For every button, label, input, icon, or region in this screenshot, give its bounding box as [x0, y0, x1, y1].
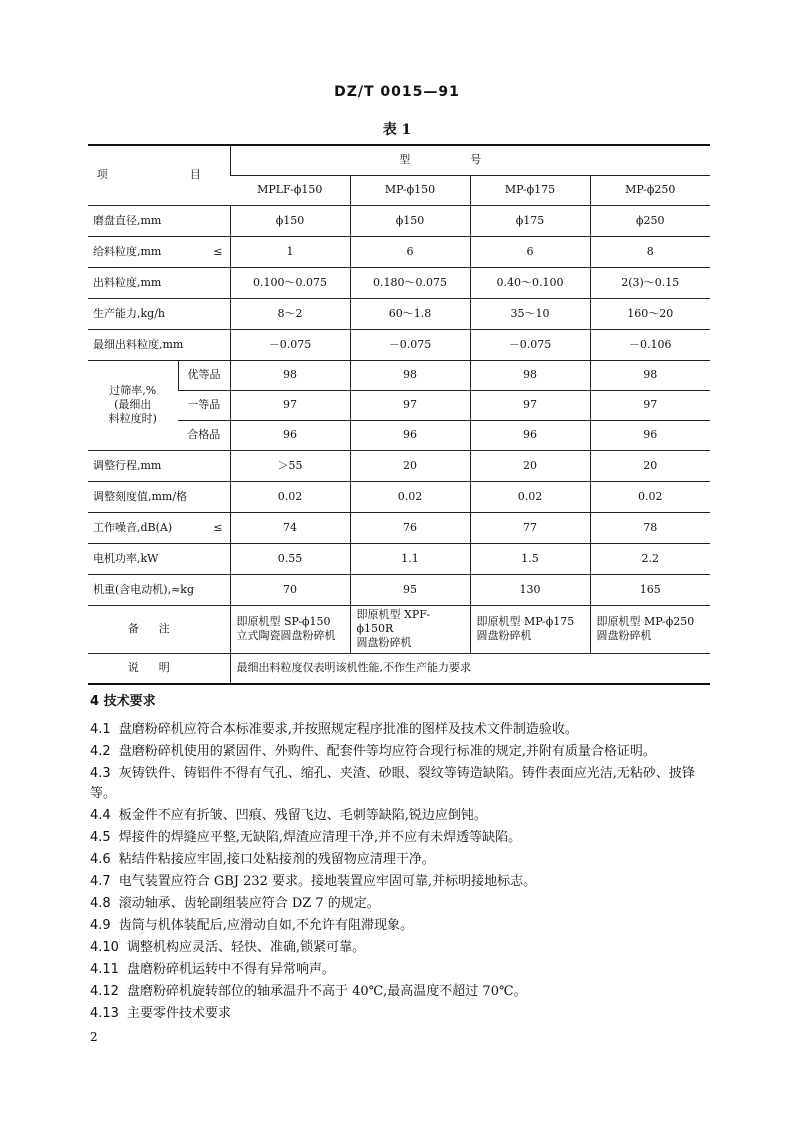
remark-cell: [590, 605, 710, 653]
clause-item: [90, 982, 710, 1002]
remark-line: 圆盘粉碎机: [596, 629, 652, 642]
clause-text: 灰铸铁件、铸铝件不得有气孔、缩孔、夹渣、砂眼、裂纹等铸造缺陷。铸件表面应光洁,无粘砂、披锋等。: [90, 766, 695, 801]
grade-label: 合格品: [178, 420, 230, 450]
table-row: [88, 420, 710, 450]
value-cell: 70: [230, 574, 350, 605]
remark-cell: [470, 605, 590, 653]
row-label: [88, 512, 230, 543]
value-cell: ϕ175: [470, 205, 590, 236]
value-cell: ＞55: [230, 450, 350, 481]
row-label: 调整刻度值,mm/格: [88, 481, 230, 512]
remark-line: 即原机型 MP-ϕ175: [476, 615, 575, 629]
model-cell: MP-ϕ150: [350, 175, 470, 205]
clause-item: [90, 742, 710, 762]
model-cell: MP-ϕ175: [470, 175, 590, 205]
value-cell: 160～20: [590, 298, 710, 329]
value-cell: 20: [470, 450, 590, 481]
table-row: [88, 329, 710, 360]
table-row: [88, 360, 710, 390]
value-cell: 0.55: [230, 543, 350, 574]
value-cell: 0.100～0.075: [230, 267, 350, 298]
clause-text: 调整机构应灵活、轻快、准确,锁紧可靠。: [126, 939, 366, 955]
table-row: [88, 267, 710, 298]
value-cell: 2(3)～0.15: [590, 267, 710, 298]
screening-label: [88, 360, 178, 450]
value-cell: 0.40～0.100: [470, 267, 590, 298]
row-label: 生产能力,kg/h: [88, 298, 230, 329]
row-label-text: 工作噪音,dB(A): [93, 520, 173, 534]
clause-text: 焊接件的焊缝应平整,无缺陷,焊渣应清理干净,并不应有未焊透等缺陷。: [118, 829, 522, 845]
clause-number: 4.6: [90, 851, 111, 867]
value-cell: 0.02: [230, 481, 350, 512]
remark-line: 圆盘粉碎机: [356, 635, 412, 649]
value-cell: 77: [470, 512, 590, 543]
table-row: [88, 481, 710, 512]
table-row: [88, 450, 710, 481]
value-cell: 97: [350, 390, 470, 420]
table-header-row: [88, 145, 710, 175]
clause-number: 4.4: [90, 807, 111, 823]
value-cell: ϕ150: [350, 205, 470, 236]
table-title: 表 1: [382, 122, 412, 138]
clause-item: [90, 1004, 710, 1024]
grade-label: 一等品: [178, 390, 230, 420]
screening-label-line: (最细出: [114, 398, 152, 412]
clause-text: 盘磨粉碎机旋转部位的轴承温升不高于 40℃,最高温度不超过 70℃。: [126, 983, 527, 999]
value-cell: ϕ150: [230, 205, 350, 236]
clause-item: [90, 938, 710, 958]
clause-number: 4.11: [90, 961, 119, 977]
clause-text: 盘磨粉碎机运转中不得有异常响声。: [126, 961, 335, 977]
value-cell: 97: [590, 390, 710, 420]
clause-item: [90, 828, 710, 848]
screening-label-line: 过筛率,%: [109, 384, 157, 398]
explanation-label: 说明: [88, 653, 230, 684]
clause-number: 4.12: [90, 983, 119, 999]
clause-number: 4.7: [90, 873, 111, 889]
value-cell: 8～2: [230, 298, 350, 329]
type-header: 型号: [230, 145, 710, 175]
clause-text: 齿筒与机体装配后,应滑动自如,不允许有阻滞现象。: [118, 917, 413, 933]
value-cell: 78: [590, 512, 710, 543]
value-cell: 74: [230, 512, 350, 543]
value-cell: 130: [470, 574, 590, 605]
table-row: [88, 512, 710, 543]
remark-line: 圆盘粉碎机: [476, 629, 532, 642]
grade-label: 优等品: [178, 360, 230, 390]
remarks-label: 备注: [88, 605, 230, 653]
table-row: [88, 390, 710, 420]
clause-text: 电气装置应符合 GBJ 232 要求。接地装置应牢固可靠,并标明接地标志。: [118, 873, 537, 889]
le-symbol: ≤: [213, 244, 223, 258]
clause-item: [90, 720, 710, 740]
value-cell: －0.075: [350, 329, 470, 360]
model-cell: MPLF-ϕ150: [230, 175, 350, 205]
section-heading: [90, 692, 710, 712]
value-cell: 0.02: [470, 481, 590, 512]
model-cell: MP-ϕ250: [590, 175, 710, 205]
row-label: 出料粒度,mm: [88, 267, 230, 298]
value-cell: 96: [590, 420, 710, 450]
value-cell: 0.180～0.075: [350, 267, 470, 298]
table-row: [88, 543, 710, 574]
clause-number: 4.8: [90, 895, 111, 911]
clause-text: 主要零件技术要求: [126, 1005, 231, 1021]
value-cell: 6: [470, 236, 590, 267]
remark-line: 即原机型 SP-ϕ150: [236, 615, 331, 629]
section-clauses: [90, 720, 710, 1026]
value-cell: 97: [470, 390, 590, 420]
value-cell: 20: [590, 450, 710, 481]
explanation-text: 最细出料粒度仅表明该机性能,不作生产能力要求: [230, 653, 710, 684]
table-row: [88, 205, 710, 236]
value-cell: 1: [230, 236, 350, 267]
value-cell: 98: [230, 360, 350, 390]
value-cell: 98: [470, 360, 590, 390]
le-symbol: ≤: [213, 520, 223, 534]
remark-line: 即原机型 XPF-ϕ150R: [356, 608, 431, 636]
table-row: [88, 574, 710, 605]
clause-item: [90, 850, 710, 870]
clause-text: 盘磨粉碎机使用的紧固件、外购件、配套件等均应符合现行标准的规定,并附有质量合格证明。: [118, 744, 656, 759]
row-label: 电机功率,kW: [88, 543, 230, 574]
value-cell: 165: [590, 574, 710, 605]
clause-number: 4.13: [90, 1005, 119, 1021]
value-cell: －0.075: [230, 329, 350, 360]
clause-item: [90, 894, 710, 914]
value-cell: 76: [350, 512, 470, 543]
clause-number: 4.3: [90, 766, 111, 781]
value-cell: －0.075: [470, 329, 590, 360]
row-label: 最细出料粒度,mm: [88, 329, 230, 360]
standard-code: DZ/T 0015—91: [334, 84, 460, 100]
value-cell: 60～1.8: [350, 298, 470, 329]
item-header: 项 目: [88, 145, 230, 205]
clause-text: 板金件不应有折皱、凹痕、残留飞边、毛刺等缺陷,锐边应倒钝。: [118, 807, 487, 823]
remark-cell: [230, 605, 350, 653]
value-cell: 0.02: [350, 481, 470, 512]
clause-text: 滚动轴承、齿轮副组装应符合 DZ 7 的规定。: [118, 895, 380, 911]
value-cell: 98: [590, 360, 710, 390]
value-cell: 96: [350, 420, 470, 450]
table-row: [88, 653, 710, 684]
value-cell: 8: [590, 236, 710, 267]
value-cell: 96: [230, 420, 350, 450]
clause-number: 4.5: [90, 829, 111, 845]
clause-item: [90, 806, 710, 826]
clause-item: [90, 872, 710, 892]
value-cell: 2.2: [590, 543, 710, 574]
value-cell: 1.1: [350, 543, 470, 574]
clause-item: [90, 916, 710, 936]
remark-line: 立式陶瓷圆盘粉碎机: [236, 629, 336, 642]
row-label: [88, 236, 230, 267]
row-label-text: 给料粒度,mm: [93, 244, 162, 258]
clause-item: [90, 960, 710, 980]
clause-number: 4.1: [90, 722, 111, 737]
value-cell: 97: [230, 390, 350, 420]
remark-line: 即原机型 MP-ϕ250: [596, 615, 695, 629]
clause-number: 4.9: [90, 917, 111, 933]
clause-text: 盘磨粉碎机应符合本标准要求,并按照规定程序批准的图样及技术文件制造验收。: [118, 722, 578, 737]
value-cell: 1.5: [470, 543, 590, 574]
remark-cell: [350, 605, 470, 653]
page-number: 2: [90, 1030, 98, 1044]
section-heading-text: 4 技术要求: [90, 694, 156, 709]
value-cell: 96: [470, 420, 590, 450]
table-row: [88, 298, 710, 329]
value-cell: 35～10: [470, 298, 590, 329]
table-row: [88, 236, 710, 267]
clause-number: 4.10: [90, 939, 119, 955]
clause-item: [90, 764, 710, 803]
clause-text: 粘结件粘接应牢固,接口处粘接剂的残留物应清理干净。: [118, 851, 435, 867]
table-row: [88, 605, 710, 653]
screening-label-line: 料粒度时): [108, 411, 157, 425]
value-cell: 0.02: [590, 481, 710, 512]
spec-table: [88, 144, 710, 685]
row-label: 调整行程,mm: [88, 450, 230, 481]
value-cell: －0.106: [590, 329, 710, 360]
value-cell: 20: [350, 450, 470, 481]
clause-list: [90, 720, 710, 1023]
row-label: 机重(含电动机),≈kg: [88, 574, 230, 605]
value-cell: 95: [350, 574, 470, 605]
value-cell: 6: [350, 236, 470, 267]
clause-number: 4.2: [90, 744, 111, 759]
row-label: 磨盘直径,mm: [88, 205, 230, 236]
value-cell: ϕ250: [590, 205, 710, 236]
value-cell: 98: [350, 360, 470, 390]
